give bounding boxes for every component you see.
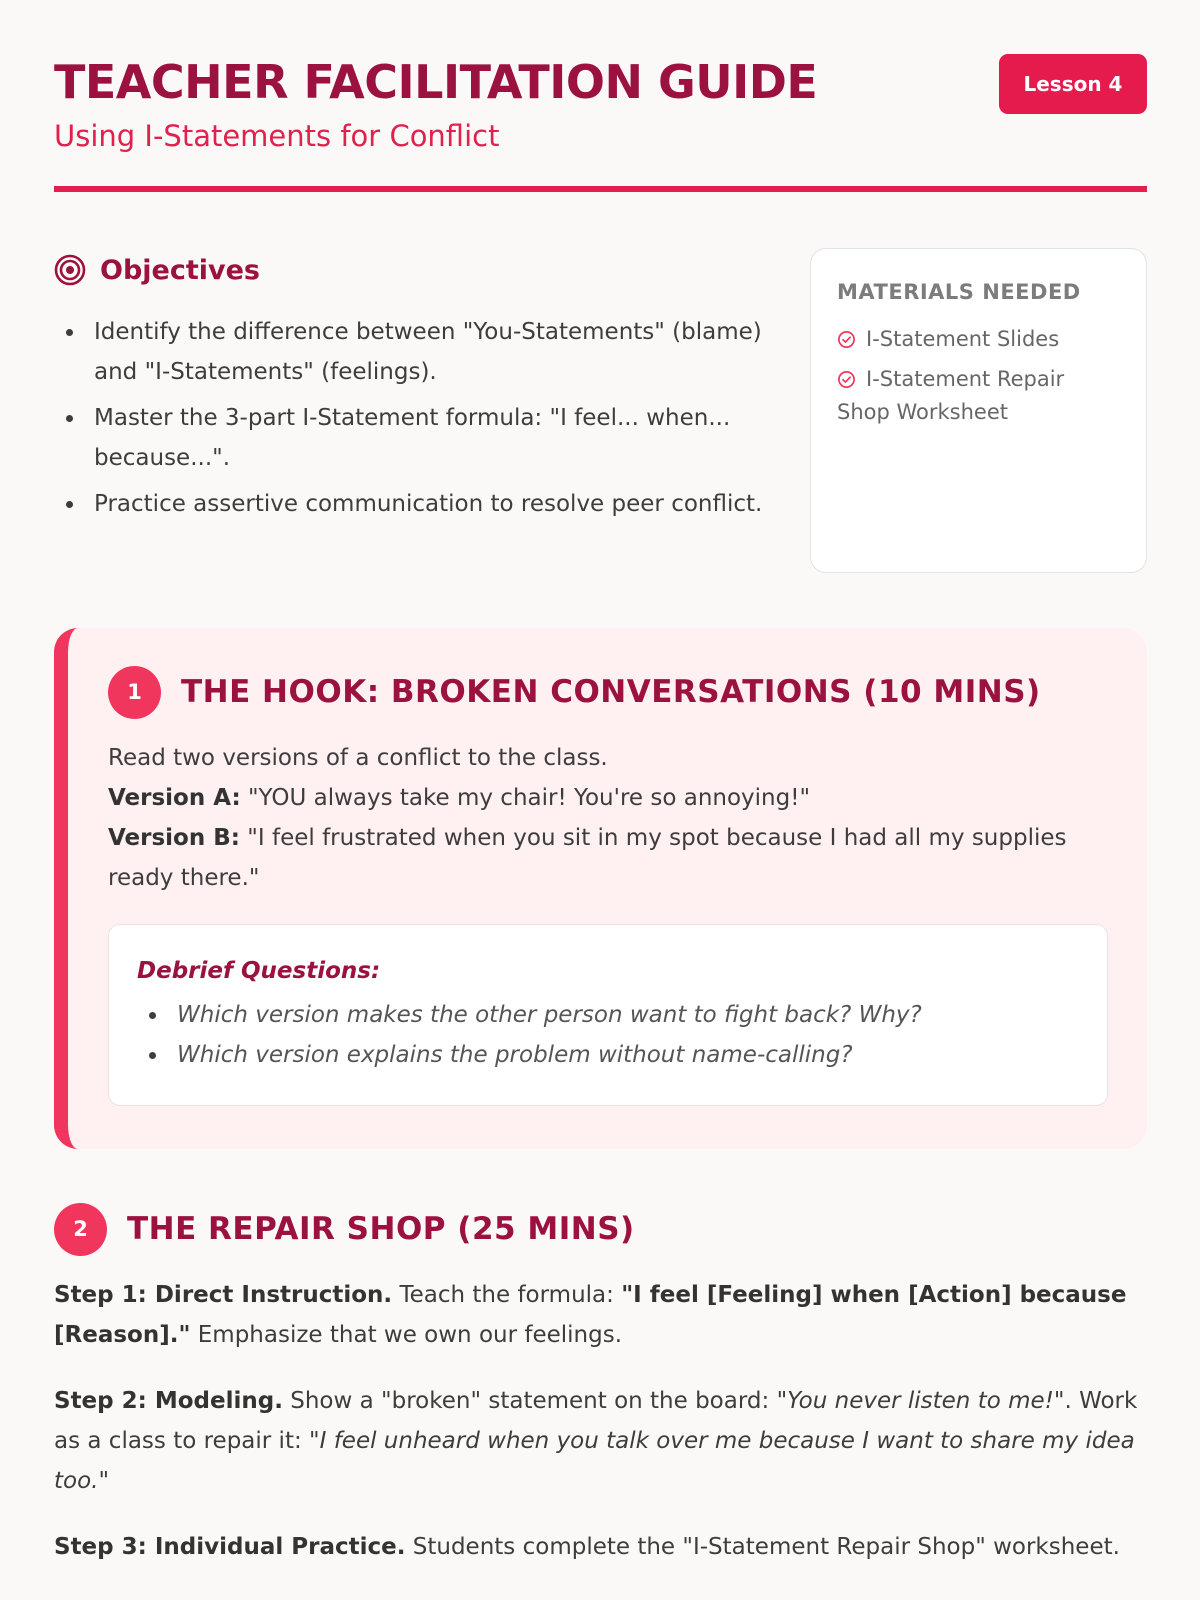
- hook-intro: Read two versions of a conflict to the class.: [108, 745, 608, 771]
- step-3-label: Step 3: Individual Practice.: [54, 1534, 406, 1560]
- materials-box: [810, 248, 1147, 573]
- guide-page: [54, 0, 1147, 1600]
- version-b-label: Version B:: [108, 825, 240, 851]
- version-a-text: "YOU always take my chair! You're so annoying!": [240, 785, 811, 811]
- step-3-text: Students complete the "I-Statement Repair Shop" worksheet.: [405, 1534, 1120, 1560]
- objectives-section: [54, 252, 774, 530]
- materials-list: [837, 323, 1120, 429]
- step-1: [54, 1275, 1147, 1355]
- step-2-text-mid: . Work as a class to repair it:: [54, 1388, 1138, 1454]
- step-2-text: Show a "broken" statement on the board:: [282, 1388, 777, 1414]
- check-circle-icon: [837, 330, 856, 349]
- header: [54, 50, 1147, 192]
- hook-section: [54, 628, 1147, 1149]
- version-b-text: "I feel frustrated when you sit in my spot because I had all my supplies ready there.": [108, 825, 1067, 891]
- debrief-item: Which version explains the problem without name-calling?: [137, 1035, 1079, 1075]
- version-a-label: Version A:: [108, 785, 241, 811]
- step-2-label: Step 2: Modeling.: [54, 1388, 283, 1414]
- debrief-item: Which version makes the other person want to fight back? Why?: [137, 995, 1079, 1035]
- step-2-broken-statement: "You never listen to me!": [776, 1388, 1065, 1414]
- page-subtitle: Using I-Statements for Conflict: [54, 119, 500, 153]
- repair-section: [54, 1201, 1147, 1593]
- objectives-heading: [54, 252, 774, 288]
- material-item-label: I-Statement Repair Shop Worksheet: [837, 367, 1065, 424]
- material-item: [837, 323, 1120, 356]
- objective-item: Master the 3-part I-Statement formula: "I feel... when... because...".: [54, 398, 774, 478]
- debrief-box: [108, 924, 1108, 1106]
- repair-heading: [54, 1201, 1147, 1257]
- step-1-formula: "I feel [Feeling] when [Action] because [Reason].": [54, 1282, 1127, 1348]
- version-b: [108, 818, 1107, 898]
- lesson-badge: Lesson 4: [999, 54, 1147, 114]
- objectives-heading-text: Objectives: [100, 254, 260, 286]
- objective-item: Practice assertive communication to resolve peer conflict.: [54, 484, 774, 524]
- check-circle-icon: [837, 370, 856, 389]
- objective-item: Identify the difference between "You-Statements" (blame) and "I-Statements" (feelings).: [54, 312, 774, 392]
- hook-heading: [108, 664, 1107, 720]
- step-3: [54, 1527, 1147, 1567]
- version-a: [108, 778, 1107, 818]
- step-2-repaired-statement: "I feel unheard when you talk over me because I want to share my idea too.": [54, 1428, 1135, 1494]
- materials-title: MATERIALS NEEDED: [837, 280, 1081, 304]
- repair-title: THE REPAIR SHOP (25 MINS): [127, 1211, 635, 1247]
- debrief-list: [137, 995, 1079, 1075]
- hook-body: [108, 738, 1107, 898]
- page-title: TEACHER FACILITATION GUIDE: [54, 55, 818, 109]
- step-2: [54, 1381, 1147, 1501]
- steps-list: [54, 1275, 1147, 1567]
- step-number-badge: 1: [108, 666, 161, 719]
- step-number-badge: 2: [54, 1203, 107, 1256]
- material-item-label: I-Statement Slides: [866, 327, 1060, 351]
- debrief-title: Debrief Questions:: [137, 958, 381, 984]
- target-icon: [54, 254, 86, 286]
- objectives-list: [54, 312, 774, 524]
- hook-title: THE HOOK: BROKEN CONVERSATIONS (10 MINS): [181, 674, 1041, 710]
- material-item: [837, 363, 1120, 429]
- step-1-text-end: Emphasize that we own our feelings.: [190, 1322, 623, 1348]
- step-1-text: Teach the formula:: [392, 1282, 622, 1308]
- step-1-label: Step 1: Direct Instruction.: [54, 1282, 393, 1308]
